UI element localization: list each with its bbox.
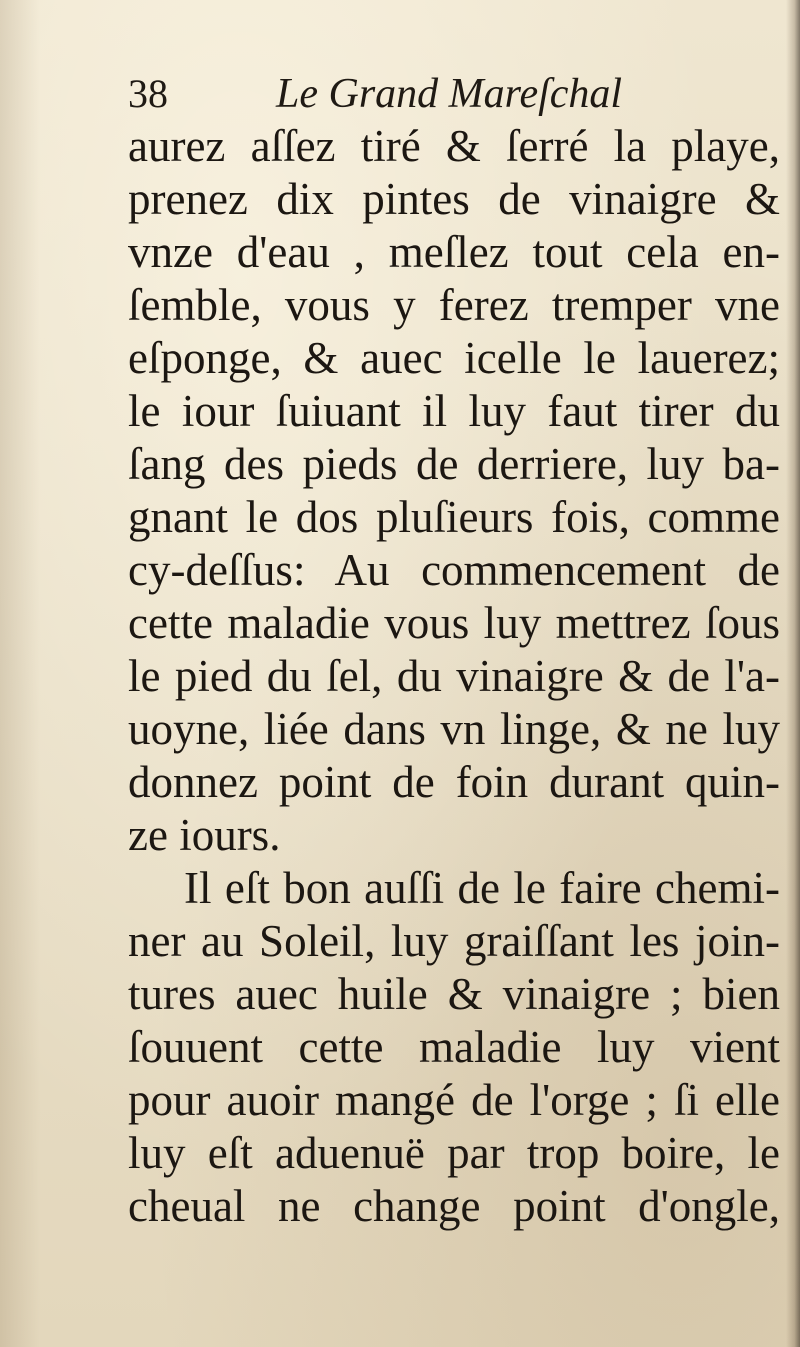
body-text <box>128 120 780 1233</box>
page-gutter-shadow <box>0 0 40 1347</box>
text-line: cy-deſſus: Au commencement de <box>128 545 780 595</box>
text-line: eſponge, & auec icelle le lauerez; <box>128 333 780 383</box>
text-line: luy eſt aduenuë par trop boire, le <box>128 1128 780 1178</box>
text-line: cette maladie vous luy mettrez ſous <box>128 598 780 648</box>
text-line: tures auec huile & vinaigre ; bien <box>128 969 780 1019</box>
text-line: prenez dix pintes de vinaigre & <box>128 174 780 224</box>
text-line: donnez point de foin durant quin- <box>128 757 780 807</box>
text-line: aurez aſſez tiré & ſerré la playe, <box>128 121 780 171</box>
text-line: uoyne, liée dans vn linge, & ne luy <box>128 704 780 754</box>
text-line: le pied du ſel, du vinaigre & de l'a- <box>128 651 780 701</box>
text-line: le iour ſuiuant il luy faut tirer du <box>128 386 780 436</box>
text-line: cheual ne change point d'ongle, <box>128 1181 780 1231</box>
text-line-paragraph-end: ze iours. <box>128 810 281 860</box>
running-head: Le Grand Mareſchal <box>276 71 623 117</box>
text-line-paragraph-start: Il eſt bon auſſi de le faire chemi- <box>184 863 780 913</box>
text-line: ſouuent cette maladie luy vient <box>128 1022 780 1072</box>
text-line: gnant le dos pluſieurs fois, comme <box>128 492 780 542</box>
text-line: vnze d'eau , meſlez tout cela en- <box>128 227 780 277</box>
page-header <box>128 68 768 120</box>
text-line: ſemble, vous y ferez tremper vne <box>128 280 780 330</box>
page-edge-shadow <box>786 0 800 1347</box>
text-line: ner au Soleil, luy graiſſant les join- <box>128 916 780 966</box>
text-line: ſang des pieds de derriere, luy ba- <box>128 439 780 489</box>
page-number: 38 <box>128 71 168 116</box>
text-line: pour auoir mangé de l'orge ; ſi elle <box>128 1075 780 1125</box>
